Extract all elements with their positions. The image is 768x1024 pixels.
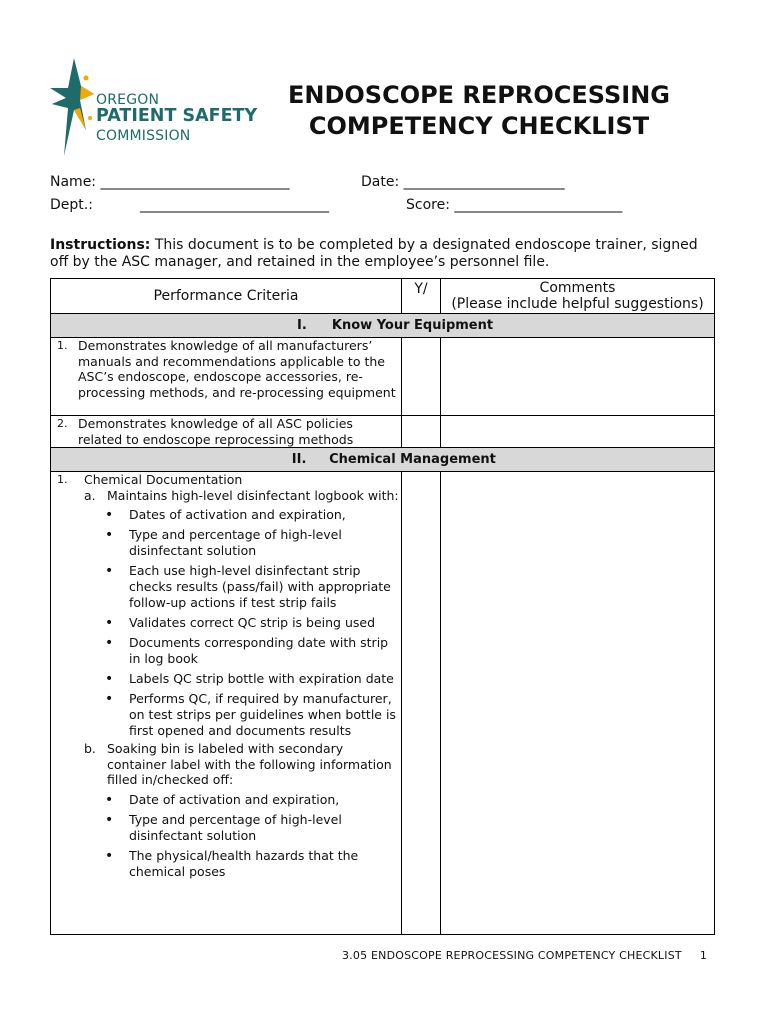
name-field[interactable]: Name: ___________________________ [50,174,290,190]
item-text: Chemical Documentation [84,472,243,487]
yn-cell[interactable] [402,416,441,448]
bullet-icon: • [105,507,114,523]
item-number: 2. [57,417,68,430]
table-row [51,338,715,416]
list-item [51,527,401,559]
bullet-icon: • [105,811,114,828]
sub-text: Soaking bin is labeled with secondary container label with the following information filled in/checked off: [107,741,392,787]
section-number: II. [291,452,307,467]
section-heading [51,448,715,472]
bullet-text: Each use high-level disinfectant strip checks results (pass/fail) with appropriate follow-up actions if test strip fails [129,563,391,610]
yn-cell[interactable] [402,338,441,416]
instructions-label: Instructions: [50,237,151,253]
table-row [51,472,715,935]
sub-item-a [51,488,401,504]
header-performance-criteria: Performance Criteria [51,279,402,314]
bullet-text: Type and percentage of high-level disinfectant solution [129,527,342,558]
section-title: Know Your Equipment [331,318,494,333]
comments-cell[interactable] [441,338,715,416]
section-row-chemical-management [51,448,715,472]
header-yn: Y/ [402,279,441,314]
bullet-text: Documents corresponding date with strip in log book [129,635,389,666]
section-title: Chemical Management [329,452,496,467]
list-item [51,812,401,844]
bullet-text: The physical/health hazards that the chemical poses [129,847,359,879]
title-line-1: ENDOSCOPE REPROCESSING [287,81,670,109]
criteria-cell [51,472,402,935]
header-comments-note: (Please include helpful suggestions) [451,296,704,312]
list-item [51,563,401,611]
page-footer [342,949,707,962]
item-text: Demonstrates knowledge of all manufacturers’ manuals and recommendations applicable to the ASC’s endoscope, endoscope accessories, re-processing methods, and re-processing equipment [78,338,396,400]
list-item [51,691,401,739]
bullet-icon: • [105,691,114,707]
list-item [51,671,401,687]
table-header-row [51,279,715,314]
list-item [51,792,401,808]
star-logo-icon [50,58,98,156]
bullet-icon: • [105,563,114,579]
table-row [51,416,715,448]
list-item [51,848,401,880]
date-field[interactable]: Date: _______________________ [361,174,565,190]
bullet-text: Date of activation and expiration, [129,791,340,807]
list-item [51,635,401,667]
sub-text: Maintains high-level disinfectant logbook with: [107,487,399,503]
instructions [50,237,720,271]
dept-field[interactable]: ___________________________ [140,197,329,213]
section-heading [51,314,715,338]
opsc-logo [50,58,275,156]
score-field[interactable]: Score: ________________________ [406,197,623,213]
item-number: 1. [57,473,68,486]
bullet-icon: • [105,635,114,651]
bullet-icon: • [105,671,114,687]
bullet-text: Validates correct QC strip is being used [129,615,376,630]
list-item [51,507,401,523]
sub-letter: b. [84,741,96,756]
sub-item-b [51,741,401,788]
document-title [276,80,682,142]
logo-line-oregon: OREGON [96,92,160,108]
bullet-text: Performs QC, if required by manufacturer, on test strips per guidelines when bottle is first opened and documents results [129,691,396,738]
logo-line-patient-safety: PATIENT SAFETY [96,106,258,126]
instructions-text: This document is to be completed by a designated endoscope trainer, signed off by the ASC manager, and retained in the employee’s personnel file. [50,237,698,270]
item-number: 1. [57,339,68,352]
dept-label: Dept.: [50,197,93,213]
list-item [51,615,401,631]
competency-table [50,278,715,935]
header-comments [441,279,715,314]
bullet-text: Labels QC strip bottle with expiration date [129,671,394,686]
page-number: 1 [699,949,708,962]
footer-text: 3.05 ENDOSCOPE REPROCESSING COMPETENCY CHECKLIST [342,949,682,962]
title-line-2: COMPETENCY CHECKLIST [308,112,650,140]
criteria-cell [51,416,402,448]
yn-cell[interactable] [402,472,441,935]
bullet-text: Type and percentage of high-level disinfectant solution [129,811,342,843]
section-number: I. [297,318,307,333]
comments-cell[interactable] [441,416,715,448]
header-comments-title: Comments [539,280,616,296]
comments-cell[interactable] [441,472,715,935]
section-row-know-equipment [51,314,715,338]
bullet-icon: • [105,847,114,864]
logo-line-commission: COMMISSION [96,128,191,144]
bullet-icon: • [105,527,114,543]
bullet-icon: • [105,791,114,808]
criteria-cell [51,338,402,416]
item-text: Demonstrates knowledge of all ASC policies related to endoscope reprocessing methods [78,416,354,447]
sub-letter: a. [84,487,96,503]
bullet-text: Dates of activation and expiration, [129,507,346,522]
bullet-icon: • [105,615,114,631]
